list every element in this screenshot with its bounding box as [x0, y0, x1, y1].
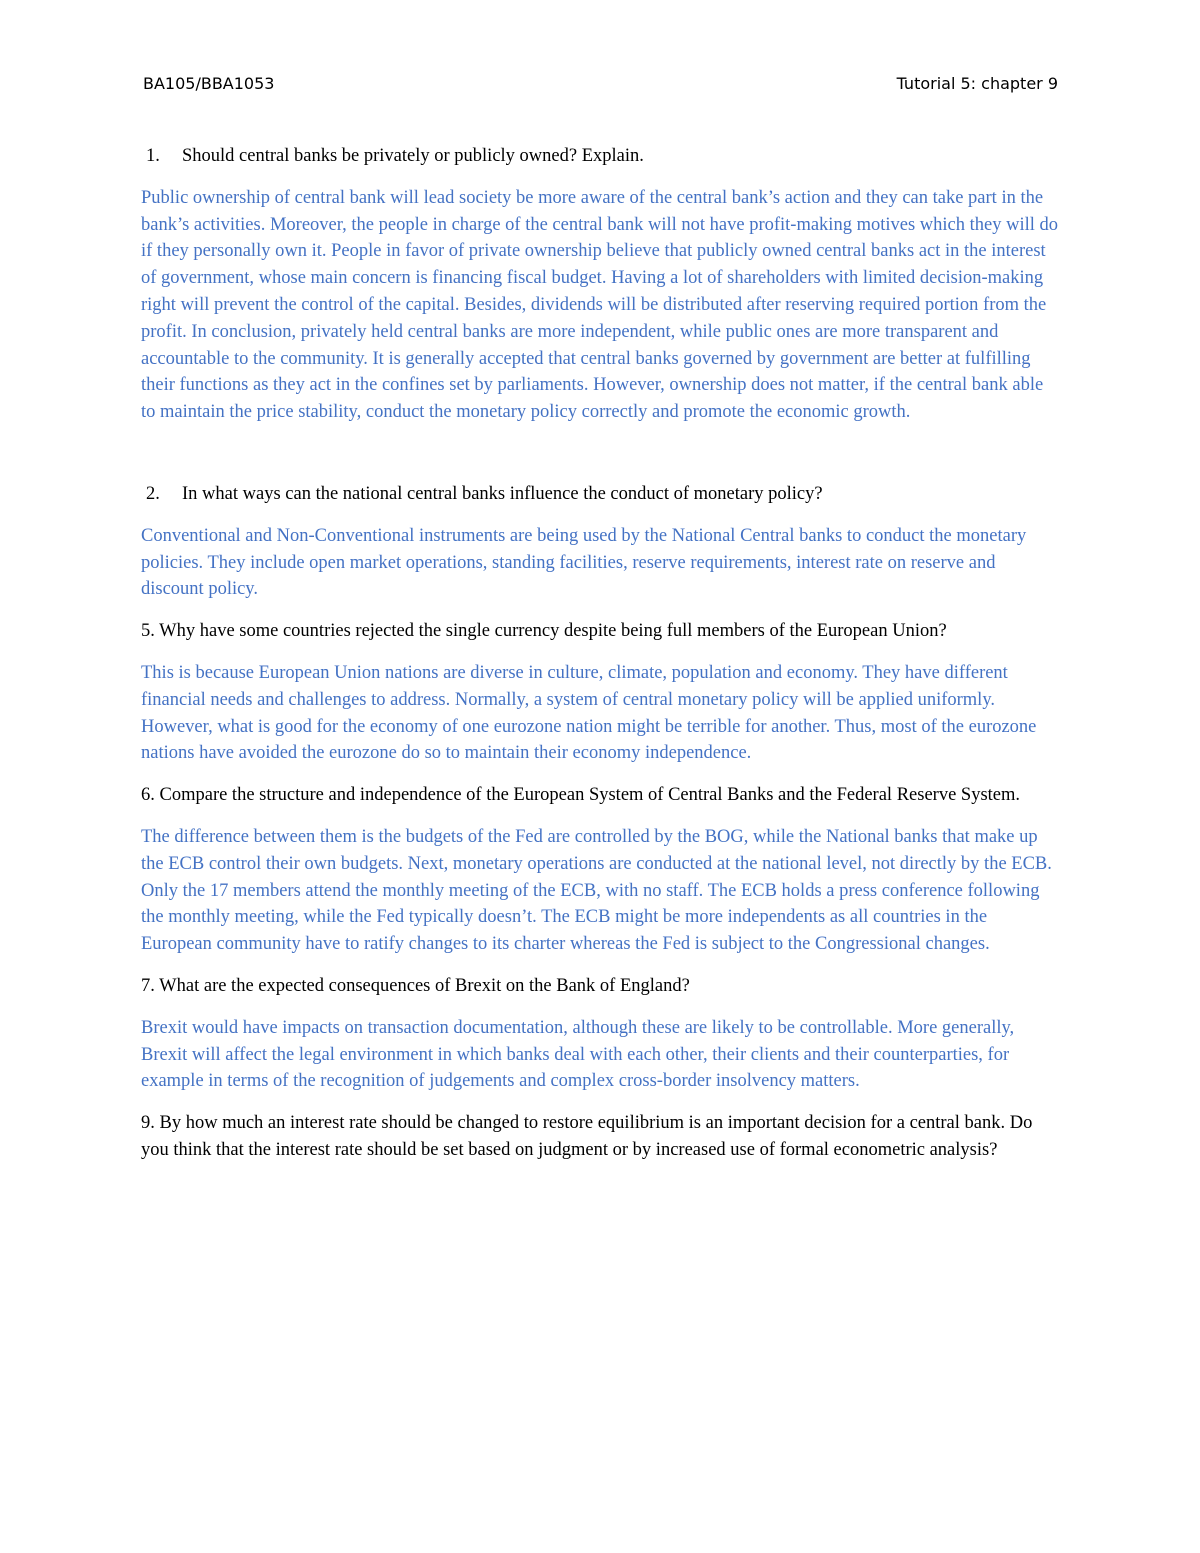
answer-6: The difference between them is the budgets of the Fed are controlled by the BOG, while the National banks that make up the ECB control their own budgets. Next, monetary operations are conducted at the national level, not directly by the ECB. Only the 17 members attend the monthly meeting of the ECB, with no staff. The ECB holds a press conference following the monthly meeting, while the Fed typically doesn’t. The ECB might be more independents as all countries in the European community have to ratify changes to its charter whereas the Fed is subject to the Congressional changes. — [141, 826, 1052, 955]
question-6: 6. Compare the structure and independence of the European System of Central Banks and the Federal Reserve System. — [141, 785, 1021, 806]
question-2 — [141, 481, 1059, 508]
page-header — [143, 74, 1058, 100]
question-1 — [141, 143, 1059, 170]
question-5: 5. Why have some countries rejected the single currency despite being full members of the European Union? — [141, 621, 947, 642]
course-code: BA105/BBA1053 — [143, 74, 275, 93]
question-9: 9. By how much an interest rate should be changed to restore equilibrium is an important decision for a central bank. Do you think that the interest rate should be set based on judgment or by increased use of formal econometric analysis? — [141, 1113, 1033, 1160]
answer-1: Public ownership of central bank will lead society be more aware of the central bank’s action and they can take part in the bank’s activities. Moreover, the people in charge of the central bank will not have profit-making motives which they will do if they personally own it. People in favor of private ownership believe that publicly owned central banks act in the interest of government, whose main concern is financing fiscal budget. Having a lot of shareholders with limited decision-making right will prevent the control of the capital. Besides, dividends will be distributed after reserving required portion from the profit. In conclusion, privately held central banks are more independent, while public ones are more transparent and accountable to the community. It is generally accepted that central banks governed by government are better at fulfilling their functions as they act in the confines set by parliaments. However, ownership does not matter, if the central bank able to maintain the price stability, conduct the monetary policy correctly and promote the economic growth. — [141, 187, 1058, 423]
question-text: In what ways can the national central banks influence the conduct of monetary policy? — [182, 483, 823, 504]
answer-5: This is because European Union nations are diverse in culture, climate, population and economy. They have different financial needs and challenges to address. Normally, a system of central monetary policy will be applied uniformly. However, what is good for the economy of one eurozone nation might be terrible for another. Thus, most of the eurozone nations have avoided the eurozone do so to maintain their economy independence. — [141, 662, 1037, 764]
question-number: 1. — [146, 146, 160, 166]
answer-2: Conventional and Non-Conventional instruments are being used by the National Central banks to conduct the monetary policies. They include open market operations, standing facilities, reserve requirements, interest rate on reserve and discount policy. — [141, 525, 1027, 600]
answer-7: Brexit would have impacts on transaction documentation, although these are likely to be controllable. More generally, Brexit will affect the legal environment in which banks deal with each other, their clients and their counterparties, for example in terms of the recognition of judgements and complex cross-border insolvency matters. — [141, 1017, 1015, 1092]
document-body — [141, 143, 1059, 1164]
question-number: 2. — [146, 483, 160, 504]
tutorial-title: Tutorial 5: chapter 9 — [896, 74, 1058, 93]
question-7: 7. What are the expected consequences of Brexit on the Bank of England? — [141, 975, 690, 996]
question-text: Should central banks be privately or publicly owned? Explain. — [182, 146, 644, 166]
